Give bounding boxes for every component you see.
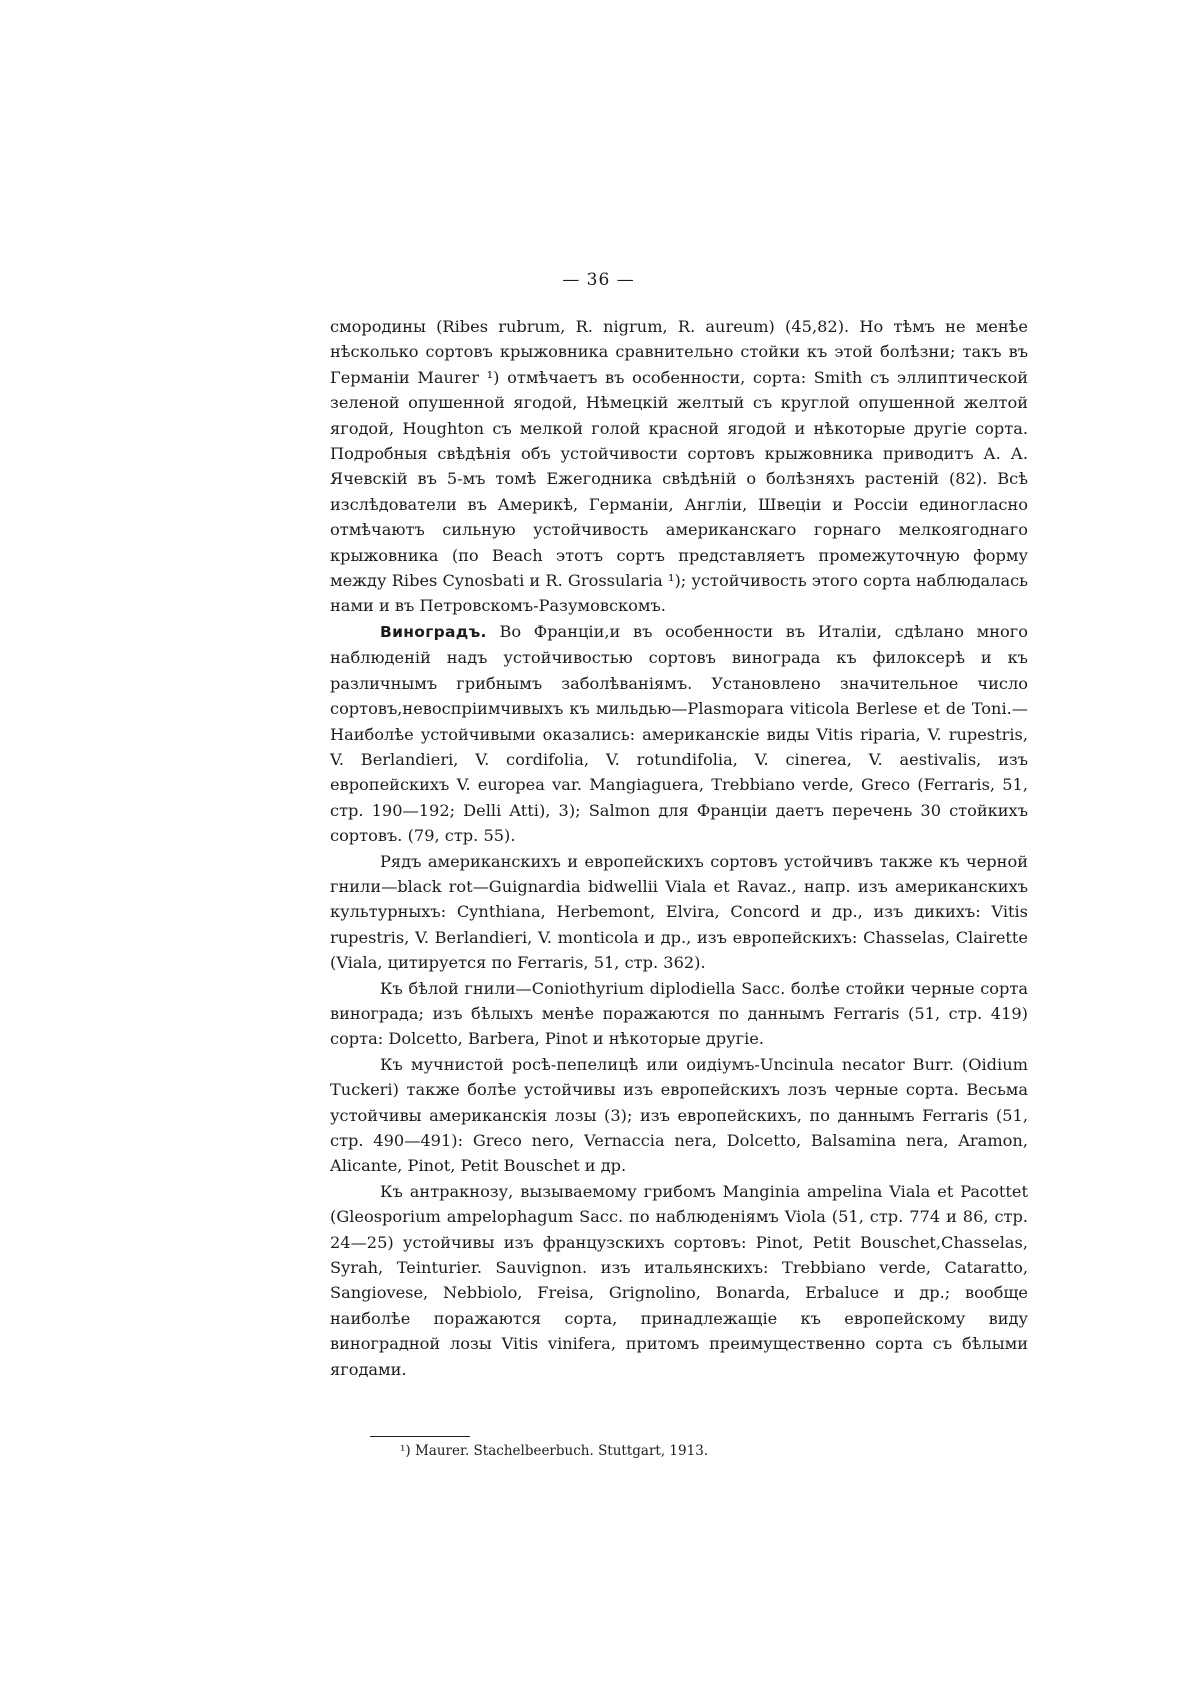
paragraph: Къ мучнистой росѣ-пепелицѣ или оидіумъ-Uncinula necator Burr. (Oidium Tuckeri) также болѣе устойчивы изъ европейскихъ лозъ черные сорта. Весьма устойчивы американскія лозы (3); изъ европейскихъ, по даннымъ Ferraris (51, стр. 490—491): Greco nero, Vernaccia nera, Dolcetto, Balsamina nera, Aramon, Alicante, Pinot, Petit Bouschet и др. [330,1054,1028,1176]
paragraph: Къ бѣлой гнили—Coniothyrium diplodiella Sacc. болѣе стойки черные сорта винограда; изъ бѣлыхъ менѣе поражаются по даннымъ Ferraris (51, стр. 419) сорта: Dolcetto, Barbera, Pinot и нѣкоторые другіе. [330,978,1028,1049]
paragraph-grapes [330,619,1028,849]
body-text [330,314,1028,1382]
paragraph: Къ антракнозу, вызываемому грибомъ Manginia ampelina Viala et Pacottet (Gleosporium ampelophagum Sacc. по наблюденіямъ Viola (51, стр. 774 и 86, стр. 24—25) устойчивы изъ французскихъ сортовъ: Pinot, Petit Bouschet,Chasselas, Syrah, Teinturier. Sauvignon. изъ итальянскихъ: Trebbiano verde, Cataratto, Sangiovese, Nebbiolo, Freisa, Grignolino, Bonarda, Erbaluce и др.; вообще наиболѣе поражаются сорта, принадлежащіе къ европейскому виду виноградной лозы Vitis vinifera, притомъ преимущественно сорта съ бѣлыми ягодами. [330,1181,1028,1379]
paragraph-text: Во Франціи,и въ особенности въ Италіи, сдѣлано много наблюденій надъ устойчивостью сортовъ винограда къ филоксерѣ и къ различнымъ грибнымъ заболѣваніямъ. Установлено значительное число сортовъ,невоспріимчивыхъ къ мильдью—Plasmopara viticola Berlese et de Toni.—Наиболѣе устойчивыми оказались: американскіе виды Vitis riparia, V. rupestris, V. Berlandieri, V. cordifolia, V. rotundifolia, V. cinerea, V. aestivalis, изъ европейскихъ V. europea var. Mangiaguera, Trebbiano verde, Greco (Ferraris, 51, стр. 190—192; Delli Atti), 3); Salmon для Франціи даетъ перечень 30 стойкихъ сортовъ. (79, стр. 55). [330,621,1028,846]
paragraph: смородины (Ribes rubrum, R. nigrum, R. aureum) (45,82). Но тѣмъ не менѣе нѣсколько сортовъ крыжовника сравнительно стойки къ этой болѣзни; такъ въ Германіи Maurer ¹) отмѣчаетъ въ особенности, сорта: Smith съ эллиптической зеленой опушенной ягодой, Нѣмецкій желтый съ круглой опушенной желтой ягодой, Houghton съ мелкой голой красной ягодой и нѣкоторые другіе сорта. Подробныя свѣдѣнія объ устойчивости сортовъ крыжовника приводитъ А. А. Ячевскій въ 5-мъ томѣ Ежегодника свѣдѣній о болѣзняхъ растеній (82). Всѣ изслѣдователи въ Америкѣ, Германіи, Англіи, Швеціи и Россіи единогласно отмѣчаютъ сильную устойчивость американскаго горнаго мелкоягоднаго крыжовника (по Beach этотъ сортъ представляетъ промежуточную форму между Ribes Cynosbati и R. Grossularia ¹); устойчивость этого сорта наблюдалась нами и въ Петровскомъ-Разумовскомъ. [330,317,1028,616]
section-heading: Виноградъ. [380,622,487,641]
page-number: — 36 — [562,270,635,290]
footnote: ¹) Maurer. Stachelbeerbuch. Stuttgart, 1913. [400,1443,709,1459]
footnote-divider [370,1436,470,1437]
paragraph: Рядъ американскихъ и европейскихъ сортовъ устойчивъ также къ черной гнили—black rot—Guignardia bidwellii Viala et Ravaz., напр. изъ американскихъ культурныхъ: Cynthiana, Herbemont, Elvira, Concord и др., изъ дикихъ: Vitis rupestris, V. Berlandieri, V. monticola и др., изъ европейскихъ: Chasselas, Clairette (Viala, цитируется по Ferraris, 51, стр. 362). [330,851,1028,973]
